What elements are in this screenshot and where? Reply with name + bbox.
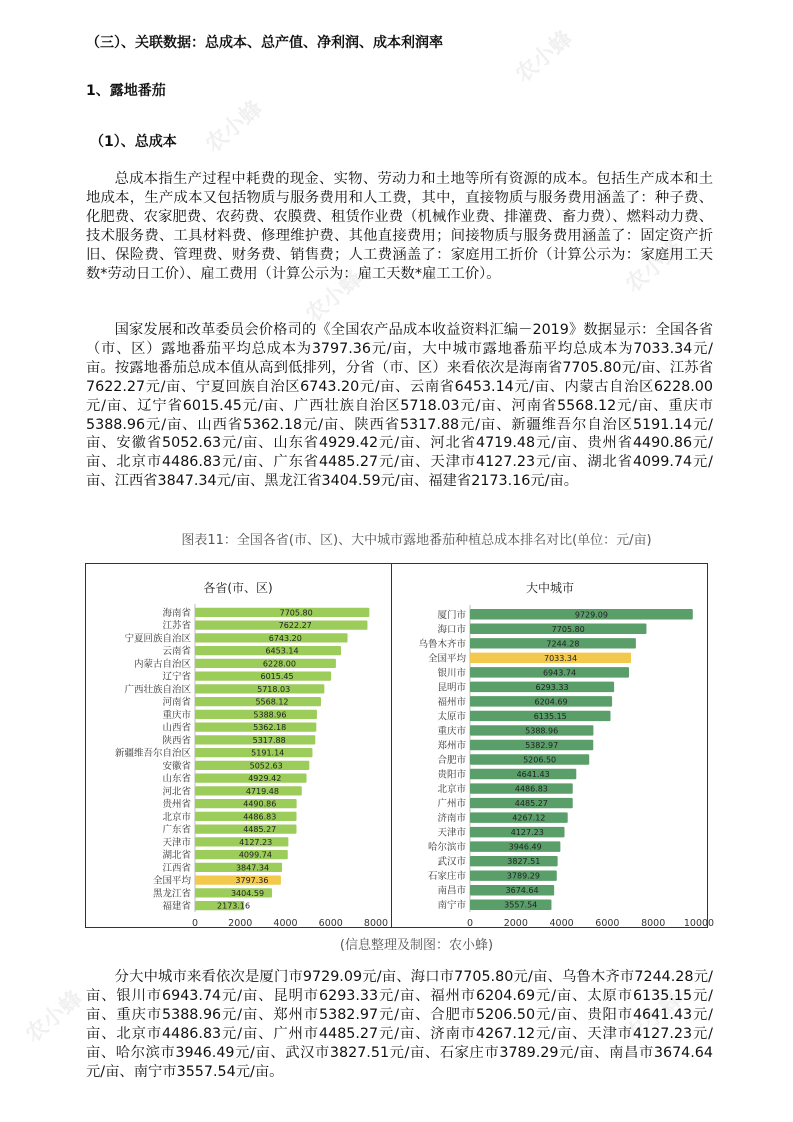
value-label: 3674.64 [505,886,539,896]
figure-caption: 图表11：全国各省(市、区)、大中城市露地番茄种植总成本排名对比(单位：元/亩) [181,533,652,548]
x-tick-label: 0 [466,918,474,929]
value-label: 7033.34 [543,653,578,663]
category-label: 厦门市 [437,609,466,621]
category-label: 新疆维吾尔自治区 [114,748,191,760]
category-label: 太原市 [437,711,466,723]
category-label: 全国平均 [152,875,191,887]
category-label: 乌鲁木齐市 [418,638,466,650]
category-label: 银川市 [437,667,466,679]
category-label: 济南市 [437,813,466,825]
value-label: 5718.03 [257,684,291,694]
x-tick-label: 8000 [363,918,389,929]
value-label: 4641.43 [516,770,550,780]
value-label: 4929.42 [248,774,282,784]
value-label: 4490.86 [243,799,277,809]
category-label: 武汉市 [437,856,466,868]
category-label: 广西壮族自治区 [124,684,191,696]
value-label: 3404.59 [230,888,265,898]
chart-title: 各省(市、区) [203,581,273,595]
category-label: 河北省 [162,786,191,798]
x-tick-label: 4000 [549,918,574,929]
x-tick-label: 4000 [273,918,298,929]
value-label: 4485.27 [514,799,548,809]
category-label: 江苏省 [162,620,191,632]
x-tick-label: 2000 [228,918,253,929]
value-label: 3827.51 [507,857,541,867]
value-label: 3797.36 [235,876,269,886]
watermark: 农小蜂 [620,236,688,298]
value-label: 4267.12 [512,813,546,823]
category-label: 贵阳市 [437,769,466,781]
x-tick-label: 10000 [683,918,715,929]
category-label: 天津市 [162,837,191,849]
value-label: 7705.80 [551,624,585,634]
category-label: 北京市 [437,784,466,796]
value-label: 7705.80 [279,608,313,618]
chart-frame [85,563,715,929]
category-label: 海南省 [162,607,191,619]
category-label: 湖北省 [162,850,191,862]
subsubsection-heading: （1）、总成本 [90,134,177,150]
category-label: 福建省 [162,901,191,913]
value-label: 6453.14 [265,646,299,656]
category-label: 重庆市 [437,725,466,737]
value-label: 5206.50 [523,755,557,765]
category-label: 郑州市 [437,740,466,752]
category-label: 宁夏回族自治区 [124,633,191,645]
category-label: 江西省 [162,862,191,874]
value-label: 4719.48 [245,786,279,796]
value-label: 5052.63 [249,761,283,771]
paragraph-province-ranking: 国家发展和改革委员会价格司的《全国农产品成本收益资料汇编－2019》数据显示：全国各省（市、区）露地番茄平均总成本为3797.36元/亩，大中城市露地番茄平均总成本为7033.34元/亩。按露地番茄总成本值从高到低排列，分省（市、区）来看依次是海南省7705.80元/亩、江苏省7622.27元/亩、宁夏回族自治区6743.20元/亩、云南省6453.14元/亩、内蒙古自治区6228.00元/亩、辽宁省6015.45元/亩、广西壮族自治区5718.03元/亩、河南省5568.12元/亩、重庆市5388.96元/亩、山西省5362.18元/亩、陕西省5317.88元/亩、新疆维吾尔自治区5191.14元/亩、安徽省5052.63元/亩、山东省4929.42元/亩、河北省4719.48元/亩、贵州省4490.86元/亩、北京市4486.83元/亩、广东省4485.27元/亩、天津市4127.23元/亩、湖北省4099.74元/亩、江西省3847.34元/亩、黑龙江省3404.59元/亩、福建省2173.16元/亩。 [86,322,713,490]
value-label: 5568.12 [255,697,289,707]
category-label: 南昌市 [437,885,466,897]
city-bar-chart [392,564,715,929]
value-label: 5191.14 [251,748,285,758]
value-label: 4485.27 [243,825,277,835]
paragraph-total-cost-definition: 总成本指生产过程中耗费的现金、实物、劳动力和土地等所有资源的成本。包括生产成本和土地成本，生产成本又包括物质与服务费用和人工费，其中，直接物质与服务费用涵盖了：种子费、化肥费、农家肥费、农药费、农膜费、租赁作业费（机械作业费、排灌费、畜力费）、燃料动力费、技术服务费、工具材料费、修理维护费、其他直接费用；间接物质与服务费用涵盖了：固定资产折旧、保险费、管理费、财务费、销售费；人工费涵盖了：家庭用工折价（计算公示为：家庭用工天数*劳动日工价）、雇工费用（计算公示为：雇工天数*雇工工价）。 [86,171,713,282]
section-heading: （三）、关联数据：总成本、总产值、净利润、成本利润率 [86,35,443,51]
value-label: 7244.28 [546,639,580,649]
value-label: 6015.45 [260,672,294,682]
category-label: 安徽省 [162,760,191,772]
category-label: 重庆市 [162,709,191,721]
category-label: 云南省 [162,646,191,658]
subsection-heading: 1、露地番茄 [86,83,166,99]
value-label: 5362.18 [253,723,287,733]
category-label: 海口市 [437,624,466,636]
value-label: 4486.83 [514,784,548,794]
category-label: 广东省 [162,824,191,836]
value-label: 6228.00 [262,659,297,669]
value-label: 7622.27 [278,621,312,631]
x-tick-label: 6000 [318,918,343,929]
x-tick-label: 6000 [595,918,620,929]
value-label: 4127.23 [510,828,544,838]
value-label: 3557.54 [504,900,538,910]
category-label: 福州市 [437,696,466,708]
x-tick-label: 0 [191,918,199,929]
value-label: 3847.34 [235,863,270,873]
value-label: 3946.49 [508,842,542,852]
x-tick-label: 2000 [503,918,528,929]
category-label: 辽宁省 [162,671,191,683]
watermark: 农小蜂 [300,266,368,328]
category-label: 南宁市 [437,900,466,912]
watermark: 农小蜂 [510,26,578,88]
value-label: 2173.16 [217,901,251,911]
value-label: 6204.69 [534,697,568,707]
watermark: 农小蜂 [620,986,688,1048]
value-label: 6135.15 [533,711,567,721]
paragraph-city-ranking: 分大中城市来看依次是厦门市9729.09元/亩、海口市7705.80元/亩、乌鲁木齐市7244.28元/亩、银川市6943.74元/亩、昆明市6293.33元/亩、福州市6204.69元/亩、太原市6135.15元/亩、重庆市5388.96元/亩、郑州市5382.97元/亩、合肥市5206.50元/亩、贵阳市4641.43元/亩、北京市4486.83元/亩、广州市4485.27元/亩、济南市4267.12元/亩、天津市4127.23元/亩、哈尔滨市3946.49元/亩、武汉市3827.51元/亩、石家庄市3789.29元/亩、南昌市3674.64元/亩、南宁市3557.54元/亩。 [86,969,713,1080]
category-label: 陕西省 [162,735,191,747]
figure-source: (信息整理及制图：农小蜂) [339,938,494,953]
value-label: 4099.74 [238,850,272,860]
value-label: 6943.74 [542,668,577,678]
value-label: 6743.20 [268,633,302,643]
category-label: 天津市 [437,827,466,839]
value-label: 5317.88 [252,735,286,745]
chart-title: 大中城市 [525,581,575,595]
value-label: 9729.09 [574,610,608,620]
watermark: 农小蜂 [20,986,88,1048]
category-label: 全国平均 [427,653,466,665]
category-label: 贵州省 [162,799,191,811]
value-label: 5388.96 [253,710,287,720]
value-label: 3789.29 [506,871,540,881]
category-label: 山西省 [162,722,191,734]
category-label: 哈尔滨市 [427,842,466,854]
x-tick-label: 8000 [641,918,666,929]
category-label: 合肥市 [437,755,466,766]
value-label: 4486.83 [243,812,277,822]
category-label: 广州市 [437,798,466,810]
value-label: 5388.96 [525,726,559,736]
value-label: 5382.97 [525,740,559,750]
value-label: 4127.23 [239,837,273,847]
category-label: 昆明市 [437,682,466,694]
category-label: 石家庄市 [427,871,466,883]
watermark: 农小蜂 [200,96,268,158]
category-label: 河南省 [162,697,191,709]
value-label: 6293.33 [535,682,569,692]
category-label: 内蒙古自治区 [133,658,191,670]
category-label: 黑龙江省 [152,888,191,900]
category-label: 山东省 [162,773,191,785]
category-label: 北京市 [162,811,191,823]
province-bar-chart [86,564,391,927]
